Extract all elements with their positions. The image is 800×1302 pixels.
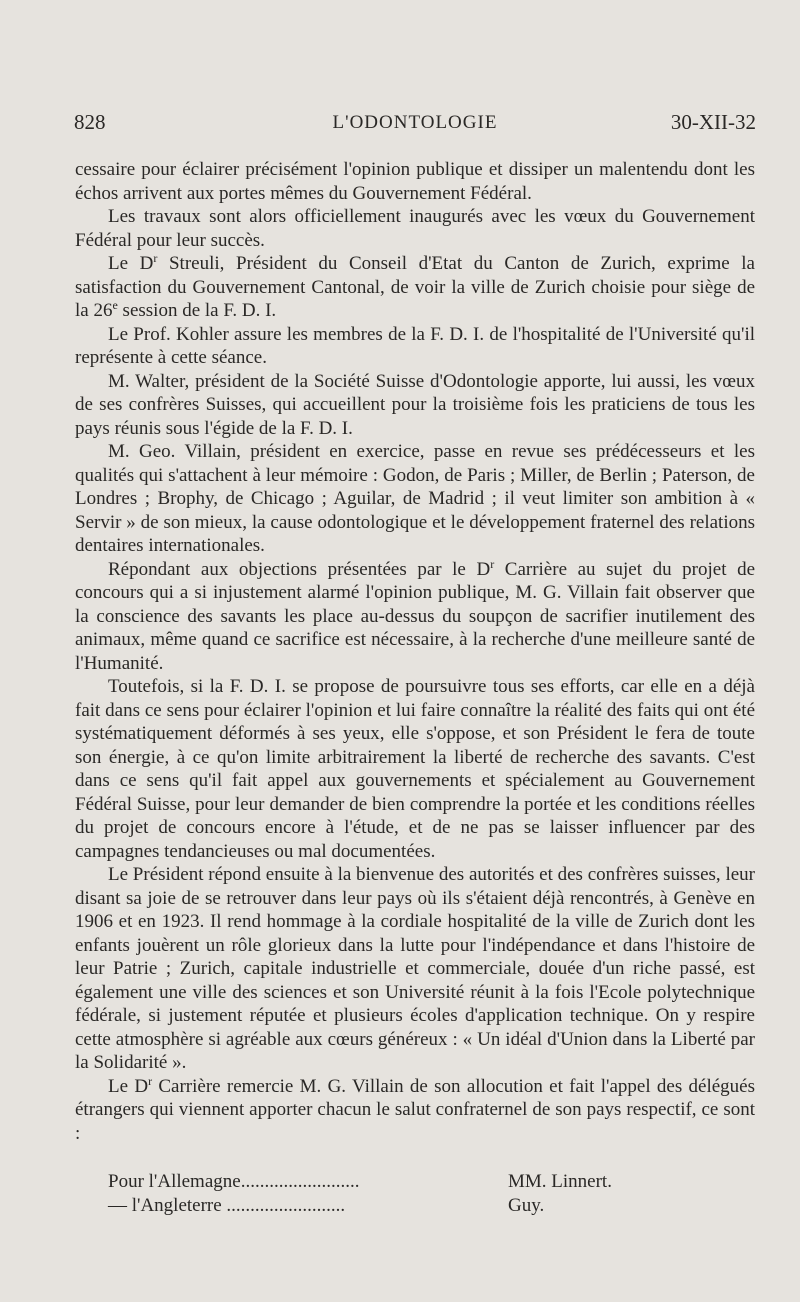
delegate-country: — l'Angleterre ......................... (108, 1195, 346, 1216)
superscript: e (112, 298, 118, 312)
delegate-country: Pour l'Allemagne......................... (108, 1171, 360, 1192)
paragraph (75, 558, 755, 676)
paragraph (75, 675, 755, 863)
paragraph-text: Les travaux sont alors officiellement inaugurés avec les vœux du Gouvernement Fédéral pour leur succès. (75, 206, 755, 251)
paragraph-text: Carrière remercie M. G. Villain de son allocution et fait l'appel des délégués étrangers qui viennent apporter chacun le salut confraternel de son pays respectif, ce sont : (75, 1075, 755, 1144)
paragraph-text: session de la F. D. I. (117, 300, 277, 321)
page-number: 828 (74, 110, 106, 134)
paragraph-text: Le D (108, 253, 154, 274)
superscript: r (153, 251, 158, 265)
superscript: r (490, 556, 495, 571)
paragraph (75, 1075, 755, 1146)
superscript: r (148, 1073, 153, 1088)
paragraph (75, 158, 755, 205)
paragraph-text: M. Walter, président de la Société Suisse d'Odontologie apporte, lui aussi, les vœux de ses confrères Suisses, qui accueillent pour la troisième fois les praticiens de tous les pays réunis sous l'égide de la F. D. I. (75, 370, 755, 439)
delegate-names: Guy. (508, 1195, 545, 1216)
paragraph-text: Le Président répond ensuite à la bienvenue des autorités et des confrères suisses, leur disant sa joie de se retrouver dans leur pays où ils s'étaient déjà rencontrés, à Genève en 1906 et en 1923. Il rend hommage à la cordiale hospitalité de la ville de Zurich dont les enfants jouèrent un rôle glorieux dans la lutte pour l'indépendance et dans l'histoire de leur Patrie ; Zurich, capitale industrielle et commerciale, douée d'un riche passé, est également une ville des sciences et son Université réunit à la fois l'Ecole polytechnique fédérale, si justement réputée et plusieurs écoles d'application technique. On y respire cette atmosphère si agréable aux cœurs généreux : « Un idéal d'Union dans la Liberté par la Solidarité ». (75, 864, 755, 1073)
paragraph (75, 323, 755, 370)
paragraph-text: cessaire pour éclairer précisément l'opinion publique et dissiper un malentendu dont les échos arrivent aux portes mêmes du Gouvernement Fédéral. (75, 159, 755, 204)
delegate-row (108, 1170, 708, 1194)
running-header (74, 110, 756, 140)
journal-title: L'ODONTOLOGIE (332, 112, 498, 133)
paragraph-text: Répondant aux objections présentées par le D (108, 558, 491, 580)
paragraph (75, 205, 755, 252)
paragraph-text: Streuli, Président du Conseil d'Etat du Canton de Zurich, exprime la satisfaction du Gouvernement Cantonal, de voir la ville de Zurich choisie pour siège de la 26 (75, 253, 755, 321)
paragraph-text: Carrière au sujet du projet de concours qui a si injustement alarmé l'opinion publique, M. G. Villain fait observer que la conscience des savants les place au-dessus du soupçon de sacrifier inutilement des animaux, même quand ce sacrifice est nécessaire, à la recherche d'une meilleure santé de l'Humanité. (75, 558, 755, 674)
paragraph-text: M. Geo. Villain, président en exercice, passe en revue ses prédécesseurs et les qualités qui s'attachent à leur mémoire : Godon, de Paris ; Miller, de Berlin ; Paterson, de Londres ; Brophy, de Chicago ; Aguilar, de Madrid ; il veut limiter son ambition à « Servir » de son mieux, la cause odontologique et le développement fraternel des relations dentaires internationales. (75, 441, 755, 556)
paragraph (75, 370, 755, 441)
paragraph-text: Toutefois, si la F. D. I. se propose de poursuivre tous ses efforts, car elle en a déjà fait dans ce sens pour éclairer l'opinion et lui faire connaître la réalité des faits qui ont été systématiquement déformés à ses yeux, elle s'oppose, et son Président le fera de toute son énergie, à ce qu'on limite arbitrairement la liberté de recherche des savants. C'est dans ce sens qu'il fait appel aux gouvernements et spécialement au Gouvernement Fédéral Suisse, pour leur demander de bien comprendre la portée et les conditions réelles du projet de concours encore à l'étude, et de ne pas se laisser influencer par des campagnes tendancieuses ou mal documentées. (75, 676, 755, 862)
paragraph (75, 440, 755, 558)
paragraph (75, 863, 755, 1075)
paragraph (75, 252, 755, 323)
delegate-names: MM. Linnert. (508, 1171, 612, 1192)
delegate-row (108, 1194, 708, 1218)
paragraph-text: Le Prof. Kohler assure les membres de la F. D. I. de l'hospitalité de l'Université qu'il représente à cette séance. (75, 323, 755, 368)
issue-date: 30-XII-32 (670, 110, 756, 134)
body-text (75, 158, 755, 1145)
paragraph-text: Le D (108, 1075, 149, 1097)
delegates-list (108, 1170, 708, 1218)
